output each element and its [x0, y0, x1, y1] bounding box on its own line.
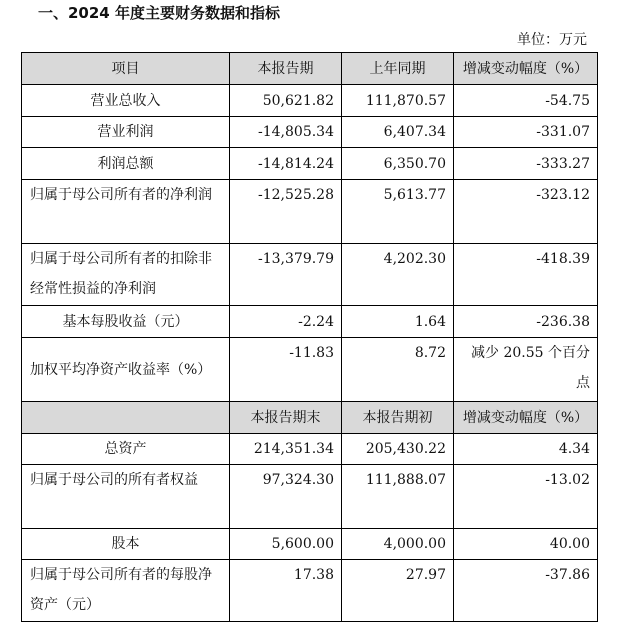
- table-header-row: [22, 402, 598, 434]
- cell-prior: 8.72: [342, 338, 454, 402]
- cell-current: -11.83: [230, 338, 342, 402]
- cell-change: -37.86: [454, 560, 598, 622]
- row-label: 归属于母公司所有者的每股净资产（元）: [22, 560, 230, 622]
- table-row: [22, 338, 598, 402]
- table-row: [22, 244, 598, 306]
- cell-period-end: 17.38: [230, 560, 342, 622]
- cell-period-start: 205,430.22: [342, 434, 454, 465]
- table-row: [22, 180, 598, 244]
- row-label: 营业总收入: [22, 85, 230, 117]
- change-text: 减少 20.55 个百分点: [471, 345, 590, 391]
- cell-period-start: 27.97: [342, 560, 454, 622]
- header-period-start: 本报告期初: [342, 402, 454, 434]
- table-row: [22, 465, 598, 529]
- cell-period-end: 97,324.30: [230, 465, 342, 529]
- row-label: 基本每股收益（元）: [22, 306, 230, 338]
- cell-current: -2.24: [230, 306, 342, 338]
- cell-period-start: 111,888.07: [342, 465, 454, 529]
- cell-prior: 6,350.70: [342, 148, 454, 180]
- cell-prior: 5,613.77: [342, 180, 454, 244]
- row-label: 归属于母公司所有者的净利润: [22, 180, 230, 244]
- header-prior-period: 上年同期: [342, 53, 454, 85]
- cell-period-end: 5,600.00: [230, 529, 342, 560]
- table-row: [22, 117, 598, 148]
- unit-label: 单位：万元: [517, 32, 587, 48]
- table-row: [22, 306, 598, 338]
- cell-current: -14,805.34: [230, 117, 342, 148]
- cell-change: -331.07: [454, 117, 598, 148]
- table-row: [22, 148, 598, 180]
- cell-prior: 4,202.30: [342, 244, 454, 306]
- header-period-end: 本报告期末: [230, 402, 342, 434]
- cell-change: -13.02: [454, 465, 598, 529]
- header-blank: [22, 402, 230, 434]
- cell-change: 40.00: [454, 529, 598, 560]
- cell-change: -323.12: [454, 180, 598, 244]
- table-row: [22, 85, 598, 117]
- header-change-pct: 增减变动幅度（%）: [454, 402, 598, 434]
- table-row: [22, 560, 598, 622]
- header-item: 项目: [22, 53, 230, 85]
- table-header-row: [22, 53, 598, 85]
- cell-period-end: 214,351.34: [230, 434, 342, 465]
- cell-change: [454, 338, 598, 402]
- row-label: 利润总额: [22, 148, 230, 180]
- cell-change: 4.34: [454, 434, 598, 465]
- header-change-pct: 增减变动幅度（%）: [454, 53, 598, 85]
- row-label: 归属于母公司所有者的扣除非经常性损益的净利润: [22, 244, 230, 306]
- table-row: [22, 434, 598, 465]
- table-row: [22, 529, 598, 560]
- cell-current: -12,525.28: [230, 180, 342, 244]
- cell-current: -14,814.24: [230, 148, 342, 180]
- cell-change: -236.38: [454, 306, 598, 338]
- cell-change: -418.39: [454, 244, 598, 306]
- cell-prior: 111,870.57: [342, 85, 454, 117]
- header-current-period: 本报告期: [230, 53, 342, 85]
- cell-current: 50,621.82: [230, 85, 342, 117]
- row-label: 股本: [22, 529, 230, 560]
- cell-period-start: 4,000.00: [342, 529, 454, 560]
- cell-prior: 1.64: [342, 306, 454, 338]
- cell-current: -13,379.79: [230, 244, 342, 306]
- row-label: 总资产: [22, 434, 230, 465]
- section-title: 一、2024 年度主要财务数据和指标: [38, 4, 280, 22]
- cell-change: -54.75: [454, 85, 598, 117]
- row-label: 加权平均净资产收益率（%）: [22, 338, 230, 402]
- row-label: 归属于母公司的所有者权益: [22, 465, 230, 529]
- row-label: 营业利润: [22, 117, 230, 148]
- cell-change: -333.27: [454, 148, 598, 180]
- cell-prior: 6,407.34: [342, 117, 454, 148]
- financial-table: [21, 52, 598, 622]
